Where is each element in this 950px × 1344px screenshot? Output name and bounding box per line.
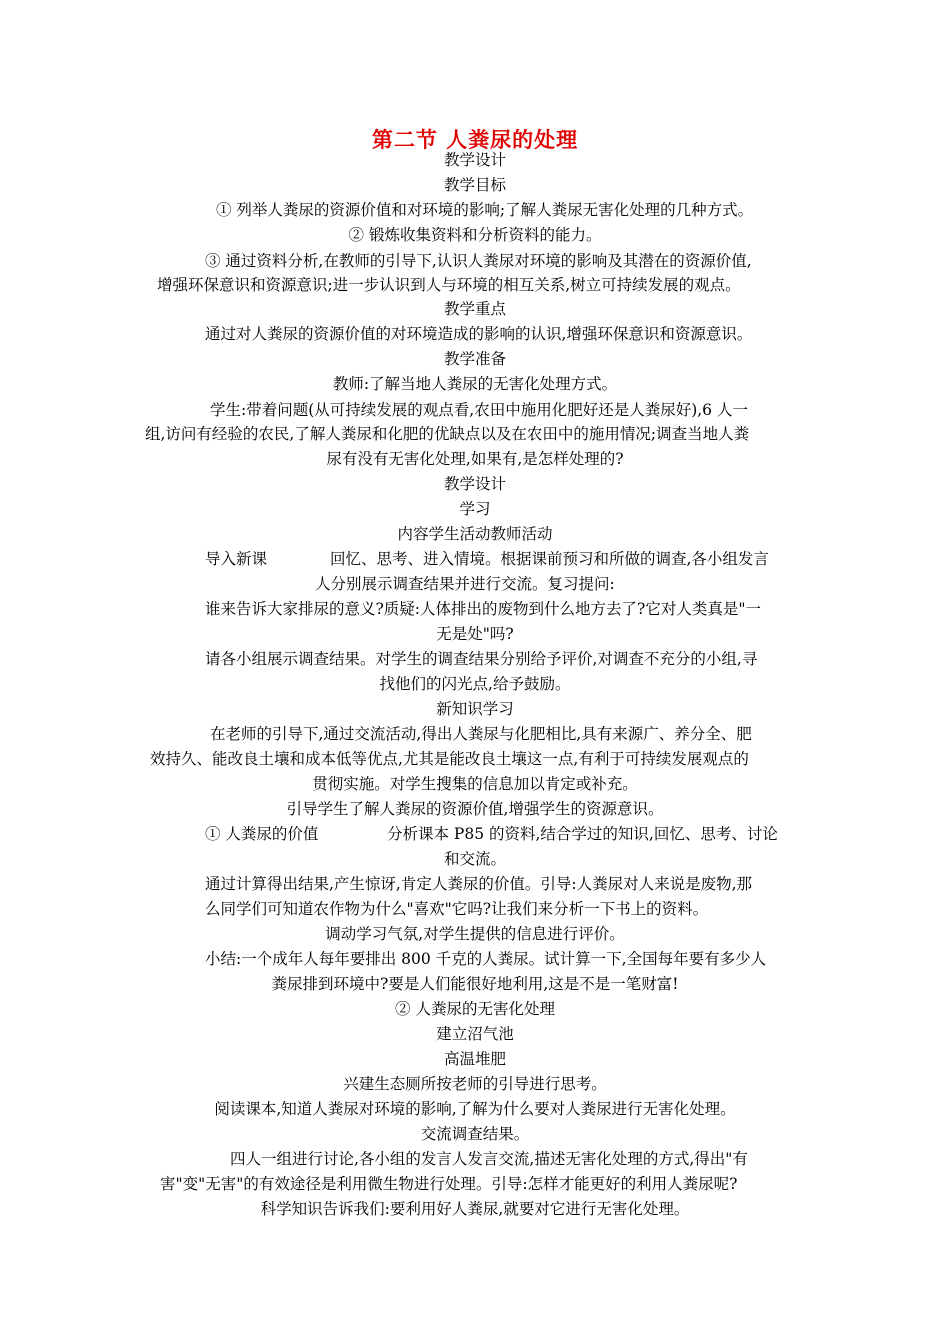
- page-title: 第二节 人粪尿的处理: [371, 127, 579, 152]
- new-knowledge-line-3: 贯彻实施。对学生搜集的信息加以肯定或补充。: [312, 775, 638, 793]
- method-biogas: 建立沼气池: [436, 1025, 514, 1043]
- value-activity-line-2: 和交流。: [443, 850, 506, 868]
- value-calc-line-1: 通过计算得出结果,产生惊讶,肯定人粪尿的价值。引导:人粪尿对人来说是废物,那: [205, 875, 753, 893]
- prep-student-line-1: 学生:带着问题(从可持续发展的观点看,农田中施用化肥好还是人粪尿好),6 人一: [210, 401, 748, 419]
- section-harmless-treatment: ② 人粪尿的无害化处理: [395, 1000, 555, 1018]
- new-knowledge-line-1: 在老师的引导下,通过交流活动,得出人粪尿与化肥相比,具有来源广、养分全、肥: [210, 725, 752, 743]
- method-eco-toilet: 兴建生态厕所按老师的引导进行思考。: [343, 1075, 607, 1093]
- heading-study: 学习: [459, 500, 491, 518]
- goal-2: ② 锻炼收集资料和分析资料的能力。: [348, 226, 602, 244]
- heading-teaching-goals: 教学目标: [443, 176, 506, 194]
- key-point-text: 通过对人粪尿的资源价值的对环境造成的影响的认识,增强环保意识和资源意识。: [205, 325, 753, 343]
- heading-teaching-design: 教学设计: [443, 151, 506, 169]
- heading-preparation: 教学准备: [443, 350, 506, 368]
- heading-teaching-design-2: 教学设计: [443, 475, 506, 493]
- conclusion: 科学知识告诉我们:要利用好人粪尿,就要对它进行无害化处理。: [260, 1200, 690, 1218]
- heading-new-knowledge: 新知识学习: [436, 700, 514, 718]
- intro-eval-line-2: 找他们的闪光点,给予鼓励。: [379, 675, 571, 693]
- section-intro-label: 导入新课: [205, 550, 268, 568]
- reading-task: 阅读课本,知道人粪尿对环境的影响,了解为什么要对人粪尿进行无害化处理。: [214, 1100, 736, 1118]
- intro-question-line-2: 无是处"吗?: [436, 625, 514, 643]
- guide-resource-value: 引导学生了解人粪尿的资源价值,增强学生的资源意识。: [286, 800, 664, 818]
- goal-3-line-1: ③ 通过资料分析,在教师的引导下,认识人粪尿对环境的影响及其潜在的资源价值,: [205, 252, 752, 270]
- value-calc-line-2: 么同学们可知道农作物为什么"喜欢"它吗?让我们来分析一下书上的资料。: [205, 900, 709, 918]
- goal-3-line-2: 增强环保意识和资源意识;进一步认识到人与环境的相互关系,树立可持续发展的观点。: [157, 276, 741, 294]
- new-knowledge-line-2: 效持久、能改良土壤和成本低等优点,尤其是能改良土壤这一点,有利于可持续发展观点的: [150, 750, 749, 768]
- discussion-line-1: 四人一组进行讨论,各小组的发言人发言交流,描述无害化处理的方式,得出"有: [230, 1150, 748, 1168]
- intro-question-line-1: 谁来告诉大家排尿的意义?质疑:人体排出的废物到什么地方去了?它对人类真是"一: [205, 600, 761, 618]
- goal-1: ① 列举人粪尿的资源价值和对环境的影响;了解人粪尿无害化处理的几种方式。: [216, 201, 754, 219]
- section-value-label: ① 人粪尿的价值: [205, 825, 319, 843]
- summary-line-2: 粪尿排到环境中?要是人们能很好地利用,这是不是一笔财富!: [271, 975, 679, 993]
- prep-student-line-2: 组,访问有经验的农民,了解人粪尿和化肥的优缺点以及在农田中的施用情况;调查当地人粪: [145, 425, 750, 443]
- heading-key-points: 教学重点: [443, 300, 506, 318]
- discussion-line-2: 害"变"无害"的有效途径是利用微生物进行处理。引导:怎样才能更好的利用人粪尿呢?: [160, 1175, 738, 1193]
- intro-activity-line-1: 回忆、思考、进入情境。根据课前预习和所做的调查,各小组发言: [330, 550, 769, 568]
- method-composting: 高温堆肥: [443, 1050, 506, 1068]
- value-eval: 调动学习气氛,对学生提供的信息进行评价。: [325, 925, 625, 943]
- intro-eval-line-1: 请各小组展示调查结果。对学生的调查结果分别给予评价,对调查不充分的小组,寻: [205, 650, 758, 668]
- value-activity-line-1: 分析课本 P85 的资料,结合学过的知识,回忆、思考、讨论: [387, 825, 778, 843]
- prep-student-line-3: 尿有没有无害化处理,如果有,是怎样处理的?: [326, 450, 624, 468]
- summary-line-1: 小结:一个成年人每年要排出 800 千克的人粪尿。试计算一下,全国每年要有多少人: [205, 950, 767, 968]
- exchange-results: 交流调查结果。: [420, 1125, 530, 1143]
- table-headers: 内容学生活动教师活动: [397, 525, 553, 543]
- prep-teacher: 教师:了解当地人粪尿的无害化处理方式。: [332, 375, 618, 393]
- intro-activity-line-2: 人分别展示调查结果并进行交流。复习提问:: [315, 575, 615, 593]
